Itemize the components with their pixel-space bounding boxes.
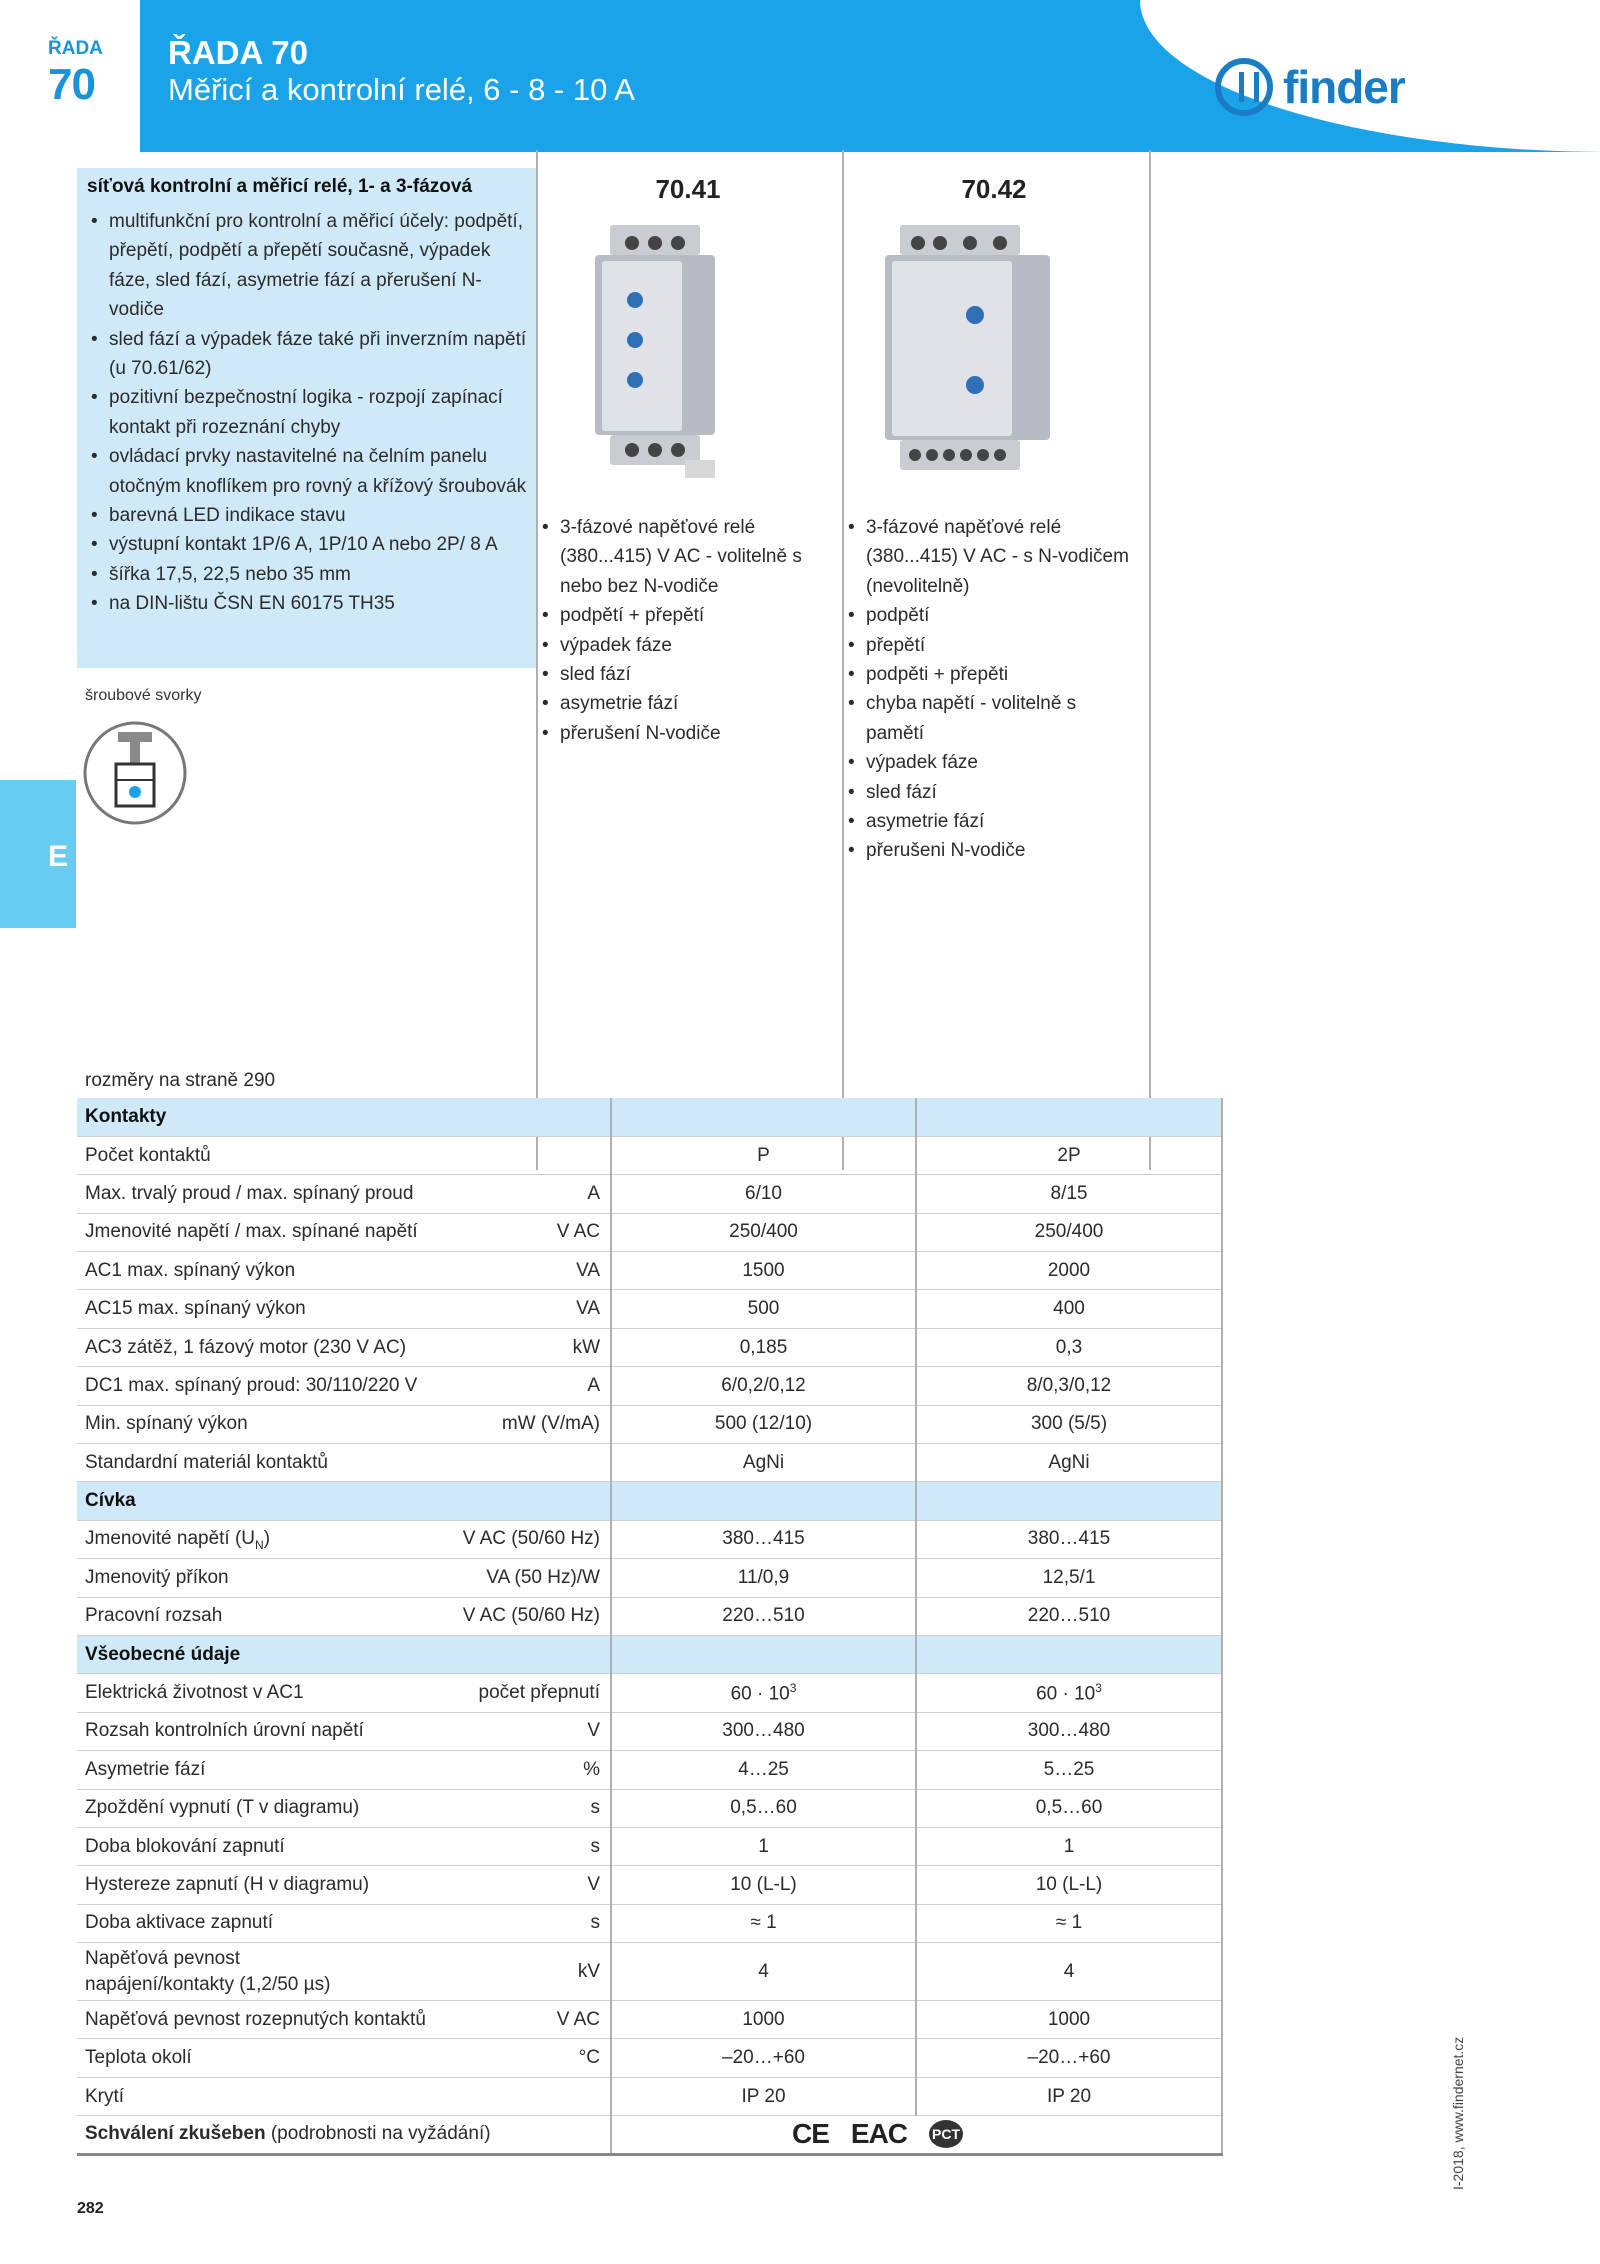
finder-logo-icon bbox=[1215, 58, 1273, 116]
product-features-70-42 bbox=[846, 513, 1136, 866]
spec-unit: V AC (50/60 Hz) bbox=[457, 1520, 611, 1558]
spec-value-70-42 bbox=[916, 1520, 1222, 1558]
spec-unit: A bbox=[457, 1175, 611, 1213]
column-divider bbox=[842, 150, 844, 1170]
spec-label bbox=[77, 2077, 457, 2115]
intro-bullet: • sled fází a výpadek fáze také při inverzním napětí (u 70.61/62) bbox=[87, 325, 527, 384]
spec-value-text: –20…+60 bbox=[1027, 2047, 1111, 2069]
spec-value-text: IP 20 bbox=[741, 2085, 786, 2107]
spec-unit: s bbox=[457, 1904, 611, 1942]
spec-value-70-42 bbox=[916, 1597, 1222, 1635]
feature-item: • sled fází bbox=[846, 778, 1136, 807]
spec-section-header bbox=[77, 1098, 1222, 1136]
spec-value-70-41 bbox=[611, 1520, 916, 1558]
spec-row bbox=[77, 2077, 1222, 2115]
spec-value-text: 6/0,2/0,12 bbox=[721, 1374, 806, 1396]
spec-label-text: Rozsah kontrolních úrovní napětí bbox=[85, 1720, 364, 1742]
column-divider bbox=[536, 150, 538, 1170]
spec-value-70-41 bbox=[611, 1904, 916, 1942]
spec-cell-empty bbox=[457, 1482, 611, 1520]
intro-bullet: • barevná LED indikace stavu bbox=[87, 501, 527, 530]
spec-value-text: 8/0,3/0,12 bbox=[1026, 1374, 1112, 1396]
intro-title: síťová kontrolní a měřicí relé, 1- a 3-fázová bbox=[87, 176, 473, 197]
spec-row bbox=[77, 1175, 1222, 1213]
spec-value-70-42 bbox=[916, 1751, 1222, 1789]
pct-mark: PCT bbox=[929, 2120, 963, 2148]
feature-item: • podpětí + přepětí bbox=[540, 601, 830, 630]
spec-label bbox=[77, 1943, 457, 2001]
spec-label-text: Jmenovité napětí (U bbox=[85, 1527, 256, 1549]
spec-row bbox=[77, 1136, 1222, 1174]
spec-value-text: 5…25 bbox=[1043, 1758, 1095, 1780]
approvals-label-rest: (podrobnosti na vyžádání) bbox=[265, 2123, 491, 2145]
spec-row bbox=[77, 1674, 1222, 1712]
spec-row bbox=[77, 2039, 1222, 2077]
spec-value-text: 1 bbox=[758, 1835, 769, 1857]
approvals-row bbox=[77, 2116, 1222, 2154]
spec-value-70-42 bbox=[916, 1405, 1222, 1443]
spec-value-70-41 bbox=[611, 1290, 916, 1328]
spec-label-text: Krytí bbox=[85, 2085, 125, 2107]
spec-value-70-41 bbox=[611, 1712, 916, 1750]
terminals-label: šroubové svorky bbox=[85, 687, 202, 704]
ce-mark: CE bbox=[792, 2118, 829, 2150]
spec-row bbox=[77, 1751, 1222, 1789]
spec-label bbox=[77, 1904, 457, 1942]
spec-label-text: Počet kontaktů bbox=[85, 1144, 211, 1166]
spec-label-end: ) bbox=[263, 1527, 271, 1549]
spec-value-70-42 bbox=[916, 2001, 1222, 2039]
spec-value-70-42 bbox=[916, 1213, 1222, 1251]
spec-label bbox=[77, 1213, 457, 1251]
spec-label-line2: napájení/kontakty (1,2/50 µs) bbox=[85, 1973, 331, 1995]
spec-value-70-41 bbox=[611, 1136, 916, 1174]
spec-value-text: 1 bbox=[1063, 1835, 1075, 1857]
spec-row bbox=[77, 1866, 1222, 1904]
spec-label-text: AC15 max. spínaný výkon bbox=[85, 1298, 306, 1320]
spec-value-70-42 bbox=[916, 1866, 1222, 1904]
spec-label-text: Hystereze zapnutí (H v diagramu) bbox=[85, 1874, 370, 1895]
spec-unit: VA bbox=[457, 1290, 611, 1328]
spec-value-text: 0,3 bbox=[1055, 1336, 1083, 1358]
spec-label-text: AC1 max. spínaný výkon bbox=[85, 1259, 296, 1281]
spec-value-sup: 3 bbox=[1095, 1680, 1102, 1695]
spec-label bbox=[77, 1175, 457, 1213]
spec-label-text: Napěťová pevnost rozepnutých kontaktů bbox=[85, 2008, 426, 2030]
spec-value-text: 60 · 10 bbox=[1036, 1683, 1096, 1705]
feature-item: • 3-fázové napěťové relé (380...415) V AC - s N-vodičem (nevolitelně) bbox=[846, 513, 1136, 601]
spec-label-text: Standardní materiál kontaktů bbox=[85, 1451, 328, 1473]
spec-value-70-42 bbox=[916, 1328, 1222, 1366]
spec-unit bbox=[457, 1136, 611, 1174]
spec-cell-empty bbox=[611, 1635, 916, 1673]
relay-70-41-image bbox=[590, 225, 720, 480]
spec-value-70-42 bbox=[916, 1712, 1222, 1750]
intro-bullet: • pozitivní bezpečnostní logika - rozpojí zapínací kontakt při rozeznání chyby bbox=[87, 383, 527, 442]
spec-label-text: Napěťová pevnost bbox=[85, 1947, 241, 1969]
spec-value-text: 11/0,9 bbox=[737, 1566, 790, 1588]
spec-label bbox=[77, 1559, 457, 1597]
spec-value-70-41 bbox=[611, 1559, 916, 1597]
spec-value-text: 2P bbox=[1057, 1144, 1081, 1166]
spec-label-text: Asymetrie fází bbox=[85, 1758, 206, 1780]
spec-value-text: 4…25 bbox=[738, 1758, 789, 1780]
spec-value-70-41 bbox=[611, 1213, 916, 1251]
spec-value-70-42 bbox=[916, 1175, 1222, 1213]
spec-value-text: 4 bbox=[758, 1960, 769, 1982]
intro-box bbox=[77, 168, 537, 668]
spec-value-70-42 bbox=[916, 2077, 1222, 2115]
spec-value-70-41 bbox=[611, 1866, 916, 1904]
spec-value-text: 380…415 bbox=[1027, 1528, 1111, 1550]
spec-label bbox=[77, 1827, 457, 1865]
spec-label bbox=[77, 2001, 457, 2039]
spec-value-text: 300 (5/5) bbox=[1030, 1413, 1108, 1435]
feature-item: • sled fází bbox=[540, 660, 830, 689]
spec-label bbox=[77, 1597, 457, 1635]
spec-unit: počet přepnutí bbox=[457, 1674, 611, 1712]
spec-cell-empty bbox=[916, 1482, 1222, 1520]
relay-70-42-image bbox=[880, 225, 1055, 475]
spec-value-text: IP 20 bbox=[1046, 2085, 1092, 2107]
series-badge bbox=[0, 0, 138, 152]
spec-row bbox=[77, 1559, 1222, 1597]
spec-unit: s bbox=[457, 1827, 611, 1865]
spec-unit: VA (50 Hz)/W bbox=[457, 1559, 611, 1597]
spec-value-text: 400 bbox=[1053, 1298, 1085, 1320]
spec-value-text: 4 bbox=[1063, 1960, 1075, 1982]
spec-unit: % bbox=[457, 1751, 611, 1789]
spec-row bbox=[77, 1827, 1222, 1865]
feature-item: • 3-fázové napěťové relé (380...415) V AC - volitelně s nebo bez N-vodiče bbox=[540, 513, 830, 601]
spec-value-text: 300…480 bbox=[1027, 1720, 1111, 1742]
page-subtitle: Měřicí a kontrolní relé, 6 - 8 - 10 A bbox=[168, 72, 635, 107]
spec-table bbox=[77, 1098, 1223, 2156]
spec-value-text: 250/400 bbox=[729, 1221, 798, 1243]
spec-value-text: 500 bbox=[747, 1298, 780, 1320]
spec-value-70-41 bbox=[611, 1175, 916, 1213]
spec-value-text: 250/400 bbox=[1034, 1221, 1104, 1243]
section-tab bbox=[0, 780, 76, 928]
eac-mark: EAC bbox=[850, 2118, 908, 2150]
spec-label-text: Pracovní rozsah bbox=[85, 1605, 223, 1627]
spec-value-text: 0,5…60 bbox=[1035, 1797, 1103, 1819]
spec-row bbox=[77, 1597, 1222, 1635]
spec-value-70-41 bbox=[611, 2077, 916, 2115]
spec-value-70-42 bbox=[916, 1136, 1222, 1174]
spec-unit: mW (V/mA) bbox=[457, 1405, 611, 1443]
spec-label bbox=[77, 1712, 457, 1750]
spec-label-text: Jmenovitý příkon bbox=[85, 1566, 229, 1588]
spec-value-70-41 bbox=[611, 1751, 916, 1789]
spec-value-70-42 bbox=[916, 1290, 1222, 1328]
intro-bullet: • výstupní kontakt 1P/6 A, 1P/10 A nebo 2P/ 8 A bbox=[87, 530, 527, 559]
product-code-70-41: 70.41 bbox=[655, 174, 721, 204]
feature-item: • podpětí bbox=[846, 601, 1136, 630]
spec-value-70-42 bbox=[916, 1367, 1222, 1405]
spec-row bbox=[77, 2001, 1222, 2039]
spec-value-text: AgNi bbox=[742, 1451, 785, 1473]
spec-value-text: ≈ 1 bbox=[1055, 1912, 1083, 1934]
edition-note: I-2018, www.findernet.cz bbox=[1450, 2036, 1466, 2190]
product-features-70-41 bbox=[540, 513, 830, 748]
spec-unit: s bbox=[457, 1789, 611, 1827]
spec-row bbox=[77, 1328, 1222, 1366]
page-number: 282 bbox=[77, 2200, 104, 2217]
spec-label-text: Max. trvalý proud / max. spínaný proud bbox=[85, 1182, 414, 1204]
spec-unit: V bbox=[457, 1712, 611, 1750]
intro-bullet: • šířka 17,5, 22,5 nebo 35 mm bbox=[87, 560, 527, 589]
spec-label-text: DC1 max. spínaný proud: 30/110/220 V bbox=[85, 1374, 418, 1396]
dimensions-note: rozměry na straně 290 bbox=[85, 1070, 276, 1091]
spec-row bbox=[77, 1213, 1222, 1251]
certification-marks bbox=[612, 2118, 1221, 2150]
spec-row bbox=[77, 1444, 1222, 1482]
spec-label bbox=[77, 1252, 457, 1290]
spec-unit: kW bbox=[457, 1328, 611, 1366]
intro-bullet: • multifunkční pro kontrolní a měřicí účely: podpětí, přepětí, podpětí a přepětí současně, výpadek fáze, sled fází, asymetrie fází a přerušení N-vodiče bbox=[87, 207, 527, 325]
spec-label-text: Zpoždění vypnutí (T v diagramu) bbox=[85, 1797, 360, 1819]
spec-value-70-42 bbox=[916, 1943, 1222, 2001]
spec-value-text: 380…415 bbox=[722, 1528, 805, 1550]
spec-value-text: 10 (L-L) bbox=[1035, 1874, 1103, 1895]
spec-value-text: 1500 bbox=[742, 1259, 785, 1281]
spec-label-text: Jmenovité napětí / max. spínané napětí bbox=[85, 1221, 418, 1243]
spec-value-text: 300…480 bbox=[722, 1720, 805, 1742]
spec-label bbox=[77, 1789, 457, 1827]
spec-label bbox=[77, 1367, 457, 1405]
spec-row bbox=[77, 1405, 1222, 1443]
spec-value-text: ≈ 1 bbox=[750, 1912, 777, 1934]
spec-value-70-41 bbox=[611, 1252, 916, 1290]
feature-item: • výpadek fáze bbox=[540, 631, 830, 660]
spec-label-text: Doba blokování zapnutí bbox=[85, 1835, 285, 1857]
spec-value-text: 10 (L-L) bbox=[730, 1874, 797, 1895]
spec-value-text: 220…510 bbox=[1027, 1605, 1111, 1627]
spec-value-text: 1000 bbox=[1047, 2008, 1091, 2030]
spec-value-text: 0,5…60 bbox=[730, 1797, 797, 1819]
spec-value-text: 500 (12/10) bbox=[714, 1413, 813, 1435]
spec-value-70-41 bbox=[611, 2039, 916, 2077]
spec-value-70-41 bbox=[611, 1827, 916, 1865]
intro-bullets bbox=[87, 207, 527, 619]
spec-label bbox=[77, 1520, 457, 1558]
spec-section-title: Všeobecné údaje bbox=[77, 1635, 457, 1673]
spec-value-70-41 bbox=[611, 1444, 916, 1482]
spec-row bbox=[77, 1252, 1222, 1290]
spec-cell-empty bbox=[457, 1635, 611, 1673]
intro-bullet: • ovládací prvky nastavitelné na čelním panelu otočným knoflíkem pro rovný a křížový šroubovák bbox=[87, 442, 527, 501]
feature-item: • podpěti + přepěti bbox=[846, 660, 1136, 689]
spec-value-70-41 bbox=[611, 1367, 916, 1405]
spec-section-title: Kontakty bbox=[77, 1098, 457, 1136]
spec-unit: kV bbox=[457, 1943, 611, 2001]
spec-value-text: AgNi bbox=[1048, 1451, 1090, 1473]
approvals-label bbox=[77, 2116, 611, 2154]
intro-bullet: • na DIN-lištu ČSN EN 60175 TH35 bbox=[87, 589, 527, 618]
feature-item: • asymetrie fází bbox=[540, 689, 830, 718]
page-title: ŘADA 70 bbox=[168, 34, 308, 71]
spec-section-title: Cívka bbox=[77, 1482, 457, 1520]
spec-value-70-42 bbox=[916, 1904, 1222, 1942]
spec-value-70-42 bbox=[916, 1252, 1222, 1290]
spec-value-70-42 bbox=[916, 1789, 1222, 1827]
spec-unit: V AC (50/60 Hz) bbox=[457, 1597, 611, 1635]
spec-value-70-41 bbox=[611, 1674, 916, 1712]
column-divider bbox=[1149, 150, 1151, 1170]
spec-value-text: 220…510 bbox=[722, 1605, 805, 1627]
spec-label bbox=[77, 1674, 457, 1712]
approvals-marks bbox=[611, 2116, 1222, 2154]
spec-label bbox=[77, 1290, 457, 1328]
spec-label-text: Teplota okolí bbox=[85, 2047, 192, 2069]
spec-value-70-41 bbox=[611, 1405, 916, 1443]
spec-label bbox=[77, 1328, 457, 1366]
spec-label-text: Elektrická životnost v AC1 bbox=[85, 1682, 304, 1704]
spec-unit: V AC bbox=[457, 2001, 611, 2039]
spec-value-text: 8/15 bbox=[1050, 1182, 1088, 1204]
spec-value-text: –20…+60 bbox=[722, 2047, 805, 2069]
spec-unit: V bbox=[457, 1866, 611, 1904]
spec-value-text: 6/10 bbox=[745, 1182, 782, 1204]
feature-item: • přerušení N-vodiče bbox=[540, 719, 830, 748]
spec-value-70-42 bbox=[916, 2039, 1222, 2077]
spec-value-text: 1000 bbox=[742, 2008, 785, 2030]
spec-row bbox=[77, 1290, 1222, 1328]
spec-label-sub: N bbox=[255, 1537, 264, 1552]
spec-label-text: AC3 zátěž, 1 fázový motor (230 V AC) bbox=[85, 1336, 407, 1358]
spec-label bbox=[77, 1136, 457, 1174]
spec-value-70-42 bbox=[916, 1559, 1222, 1597]
spec-label bbox=[77, 1444, 457, 1482]
spec-value-70-41 bbox=[611, 2001, 916, 2039]
spec-label bbox=[77, 1405, 457, 1443]
spec-unit bbox=[457, 2077, 611, 2115]
feature-item: • přerušeni N-vodiče bbox=[846, 836, 1136, 865]
series-number: 70 bbox=[48, 60, 95, 109]
spec-value-70-41 bbox=[611, 1328, 916, 1366]
spec-value-sup: 3 bbox=[789, 1680, 797, 1695]
spec-value-text: P bbox=[757, 1144, 770, 1166]
spec-unit bbox=[457, 1444, 611, 1482]
feature-item: • asymetrie fází bbox=[846, 807, 1136, 836]
spec-row bbox=[77, 1904, 1222, 1942]
spec-label-text: Min. spínaný výkon bbox=[85, 1413, 248, 1435]
spec-unit: V AC bbox=[457, 1213, 611, 1251]
spec-section-header bbox=[77, 1482, 1222, 1520]
spec-value-text: 0,185 bbox=[739, 1336, 788, 1358]
spec-label bbox=[77, 2039, 457, 2077]
spec-label bbox=[77, 1751, 457, 1789]
product-code-70-42: 70.42 bbox=[961, 174, 1027, 204]
spec-unit: A bbox=[457, 1367, 611, 1405]
spec-value-text: 2000 bbox=[1047, 1259, 1091, 1281]
spec-row bbox=[77, 1367, 1222, 1405]
spec-value-70-41 bbox=[611, 1789, 916, 1827]
spec-value-70-41 bbox=[611, 1597, 916, 1635]
finder-logo bbox=[1215, 58, 1455, 118]
spec-cell-empty bbox=[916, 1098, 1222, 1136]
spec-value-text: 12,5/1 bbox=[1042, 1566, 1096, 1588]
approvals-label-bold: Schválení zkušeben bbox=[85, 2123, 266, 2145]
spec-row bbox=[77, 1712, 1222, 1750]
spec-row bbox=[77, 1943, 1222, 2001]
spec-unit: °C bbox=[457, 2039, 611, 2077]
screw-terminal-icon bbox=[80, 718, 190, 828]
spec-cell-empty bbox=[916, 1635, 1222, 1673]
spec-value-70-42 bbox=[916, 1674, 1222, 1712]
brand-name: finder bbox=[1283, 61, 1405, 113]
spec-cell-empty bbox=[611, 1098, 916, 1136]
spec-unit: VA bbox=[457, 1252, 611, 1290]
feature-item: • chyba napětí - volitelně s pamětí bbox=[846, 689, 1106, 748]
spec-row bbox=[77, 1789, 1222, 1827]
spec-value-text: 60 · 10 bbox=[730, 1683, 790, 1705]
spec-label bbox=[77, 1866, 457, 1904]
spec-section-header bbox=[77, 1635, 1222, 1673]
spec-cell-empty bbox=[457, 1098, 611, 1136]
spec-value-70-42 bbox=[916, 1444, 1222, 1482]
spec-value-70-41 bbox=[611, 1943, 916, 2001]
spec-cell-empty bbox=[611, 1482, 916, 1520]
section-tab-letter: E bbox=[48, 840, 69, 873]
series-small-label: ŘADA bbox=[48, 38, 103, 59]
spec-label-text: Doba aktivace zapnutí bbox=[85, 1912, 274, 1934]
spec-value-70-42 bbox=[916, 1827, 1222, 1865]
feature-item: • přepětí bbox=[846, 631, 1136, 660]
spec-row bbox=[77, 1520, 1222, 1558]
feature-item: • výpadek fáze bbox=[846, 748, 1136, 777]
